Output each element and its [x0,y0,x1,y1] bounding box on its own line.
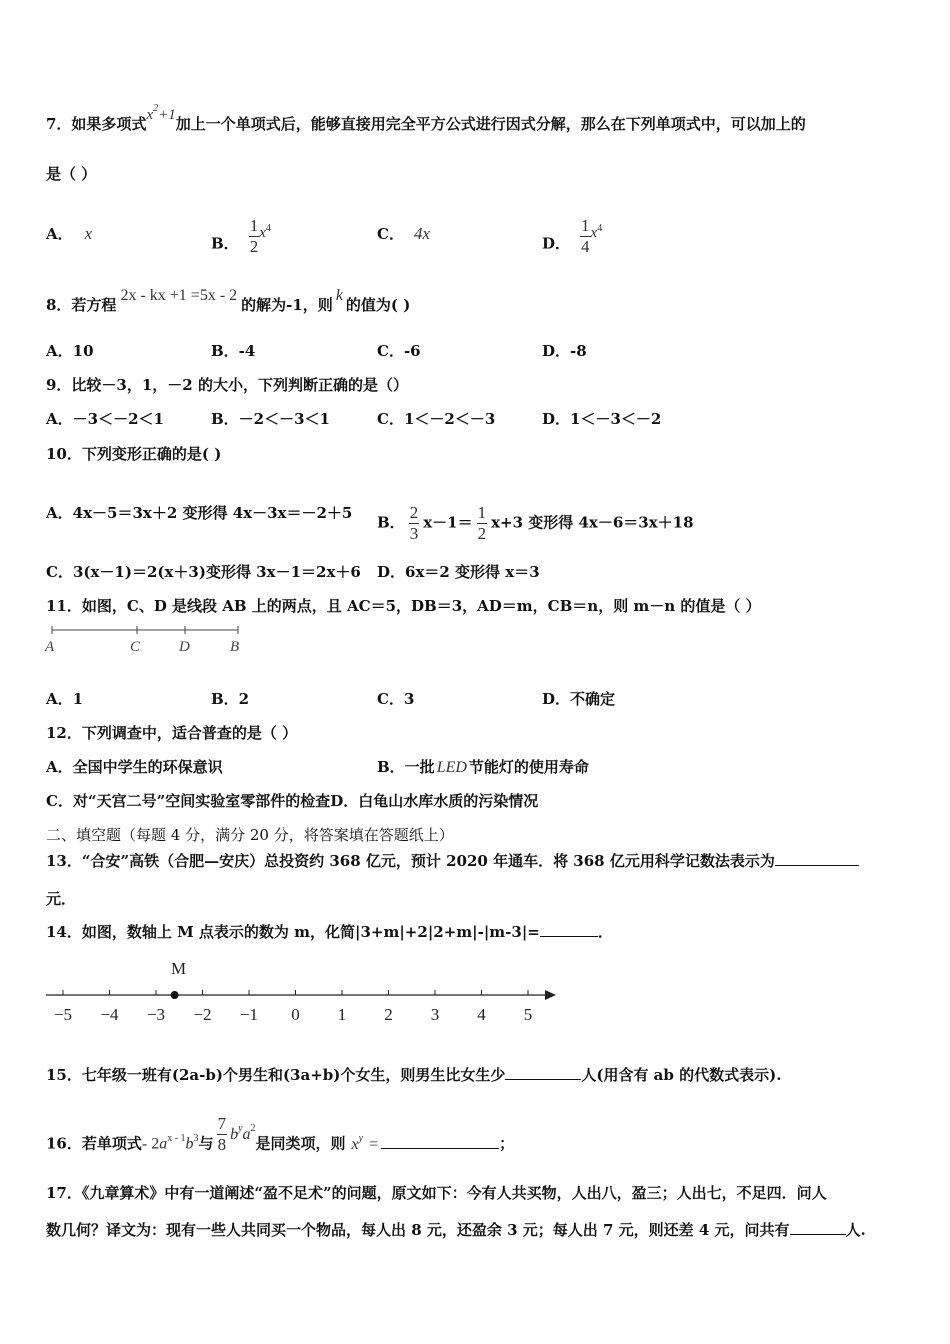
q17-answer-blank[interactable] [790,1220,846,1235]
q7-option-d-label: D． [542,234,571,253]
q7-option-b-den: 2 [249,237,259,256]
q7-option-a-math: x [84,224,93,243]
q9-option-b: B．－2＜－3＜1 [211,410,330,428]
q8-stem-c: 的值为( ) [345,296,411,314]
q8-option-a: A．10 [46,342,94,360]
q16-term2-den: 8 [217,1135,227,1154]
q16-joiner: 与 [198,1134,214,1153]
q16-term1-exp2: 3 [193,1132,199,1144]
q9-option-c: C．1＜－2＜－3 [377,410,496,428]
q12-option-b [377,757,589,778]
q11-option-b: B．2 [211,690,250,708]
q8-var-k: k [335,287,343,304]
q7-option-d-var: x [590,224,598,241]
q7-line2: 是（ ） [46,165,97,183]
q12-stem: 12．下列调查中，适合普查的是（ ） [46,724,298,742]
q16-answer-var: x [351,1135,359,1153]
q11-stem: 11．如图，C、D 是线段 AB 上的两点，且 AC＝5，DB＝3，AD＝m，CB＝n，则 m－n 的值是（ ） [46,597,761,615]
q16-term2-fraction [217,1114,228,1155]
q12-options-cd: C．对“天宫二号”空间实验室零部件的检查D．白龟山水库水质的污染情况 [46,792,539,810]
q7-option-c [377,224,430,244]
q7-option-b-var: x [259,224,266,241]
q10-option-c: C．3(x－1)＝2(x＋3)变形得 3x－1＝2x＋6 [46,563,361,581]
q7-option-d-fraction [580,216,591,257]
q15-line [46,1065,781,1085]
q10-option-d: D．6x＝2 变形得 x＝3 [377,563,540,581]
q11-label-a: A [45,639,55,655]
number-line-tick-label: −2 [193,1005,212,1024]
number-line-tick-label: 2 [384,1005,393,1024]
q8-line [46,287,411,316]
q9-option-a: A．－3＜－2＜1 [46,410,164,428]
q8-stem-a: 8．若方程 [46,296,117,314]
q7-option-b-exp: 4 [265,222,271,234]
q16-stem-a: 16．若单项式 [46,1134,142,1153]
q13-line1-text: 13．“合安”高铁（合肥—安庆）总投资约 368 亿元，预计 2020 年通车．将 368 亿元用科学记数法表示为 [46,852,775,870]
q7-option-a-label: A． [46,225,73,243]
q12-option-a: A．全国中学生的环保意识 [46,758,223,776]
q11-label-d: D [179,639,190,655]
number-line-tick-label: 1 [337,1005,347,1024]
point-m-dot [171,991,179,999]
q7-option-b-num: 1 [249,216,259,235]
q12-option-b-pre: B．一批 [377,758,435,776]
section2-heading: 二、填空题（每题 4 分，满分 20 分，将答案填在答题纸上） [46,826,454,844]
q15-answer-blank[interactable] [505,1065,581,1080]
q16-answer-blank[interactable] [381,1134,499,1149]
q10-option-b-num1: 2 [409,503,419,522]
q12-option-b-post: 节能灯的使用寿命 [468,758,589,776]
q10-option-b-num2: 1 [477,503,487,522]
q14-stem-line [46,922,613,942]
q16-term2-exp1: y [238,1122,243,1134]
q8-equation: 2x - kx +1 =5x - 2 [120,287,238,304]
q16-term1-exp1: x - 1 [167,1132,186,1144]
q7-option-d [542,216,603,265]
q12-option-b-led: LED [436,759,467,776]
q11-option-c: C．3 [377,690,415,708]
q15-tail: 人(用含有 ab 的代数式表示). [581,1066,782,1084]
q7-stem-b: 加上一个单项式后，能够直接用完全平方公式进行因式分解，那么在下列单项式中，可以加上的 [175,115,806,133]
q7-line1 [46,103,806,137]
q11-label-b: B [230,639,240,655]
q7-expr-base: x [146,107,154,123]
q15-stem: 15．七年级一班有(2a-b)个男生和(3a+b)个女生，则男生比女生少 [46,1066,506,1084]
q11-option-d: D．不确定 [542,690,616,708]
q7-option-b-label: B． [211,234,239,253]
point-m-label: M [171,959,187,978]
q9-option-d: D．1＜－3＜－2 [542,410,662,428]
q7-option-b [211,216,271,265]
q7-stem-a: 7．如果多项式 [46,115,147,133]
q16-term2-num: 7 [217,1114,227,1133]
q7-option-b-fraction [249,216,260,257]
q17-line2-text: 数几何？译文为：现有一些人共同买一个物品，每人出 8 元，还盈余 3 元；每人出 7 元，则还差 4 元，问共有 [46,1221,790,1239]
q16-answer-exp: y [358,1132,364,1144]
q14-stem: 14．如图，数轴上 M 点表示的数为 m，化简|3+m|+2|2+m|-|m-3|= [46,923,540,941]
q13-line1 [46,851,859,871]
q8-option-d: D．-8 [542,342,587,360]
q14-end: ． [597,923,613,941]
number-line-tick-label: 4 [477,1005,486,1024]
q7-expression [146,103,176,123]
q11-option-a: A．1 [46,690,84,708]
q7-option-d-den: 4 [581,237,590,256]
q16-term2-var2: a [242,1125,251,1143]
q16-line [46,1114,515,1165]
q17-line2 [46,1220,866,1240]
number-line-tick-label: 3 [430,1005,440,1024]
q8-option-c: C．-6 [377,342,421,360]
q9-stem: 9．比较－3，1，－2 的大小，下列判断正确的是（） [46,376,408,394]
number-line-arrow-icon [545,990,556,1000]
q10-option-b-frac1 [409,503,420,544]
q10-option-b-den1: 3 [409,524,419,543]
q17-end: 人. [845,1221,866,1239]
q13-line2: 元． [46,890,77,908]
q11-label-c: C [130,639,141,655]
q16-term1-var1: a [159,1135,168,1153]
q10-stem: 10．下列变形正确的是( ) [46,445,222,463]
q17-line1: 17．《九章算术》中有一道阐述“盈不足术”的问题，原文如下：今有人共买物，人出八，盈三；人出七，不足四．问人 [46,1184,827,1202]
number-line-tick-label: −5 [53,1005,73,1024]
q7-option-a [46,224,92,244]
q16-stem-b: 是同类项，则 [255,1134,346,1153]
q10-option-a: A．4x－5＝3x＋2 变形得 4x－3x＝－2＋5 [46,504,353,522]
q14-answer-blank[interactable] [540,922,598,937]
q16-term2-var1: b [230,1125,239,1143]
number-line-tick-label: 0 [291,1005,300,1024]
q8-stem-b: 的解为-1，则 [241,296,333,314]
q7-option-d-num: 1 [581,216,590,235]
q16-term2-exp2: 2 [250,1122,256,1134]
number-line-tick-label: 5 [523,1005,533,1024]
q10-option-b-den2: 2 [477,524,487,543]
q16-term1-var2: b [185,1135,194,1153]
q16-term1-coef: - 2 [141,1135,160,1153]
q10-option-b [377,503,694,544]
q10-option-b-mid: x－1＝ [423,513,473,532]
number-line-tick-label: −4 [100,1005,119,1024]
q8-option-b: B．-4 [211,342,256,360]
q16-end: ； [499,1134,515,1153]
q16-answer-eq: = [369,1135,379,1153]
number-line-tick-label: −3 [146,1005,166,1024]
q10-option-b-frac2 [477,503,488,544]
q7-expr-exp: 2 [153,103,159,114]
q7-expr-tail: +1 [158,107,176,123]
q10-option-b-tail: x+3 变形得 4x－6＝3x＋18 [491,513,694,532]
q13-answer-blank[interactable] [775,851,859,866]
q10-option-b-label: B． [377,513,405,532]
q11-segment-figure [40,620,250,660]
q14-number-line [40,955,570,1030]
q7-option-d-exp: 4 [597,222,603,234]
q7-option-c-math: 4x [413,224,430,243]
q7-option-c-label: C． [377,225,404,243]
number-line-tick-label: −1 [239,1005,259,1024]
